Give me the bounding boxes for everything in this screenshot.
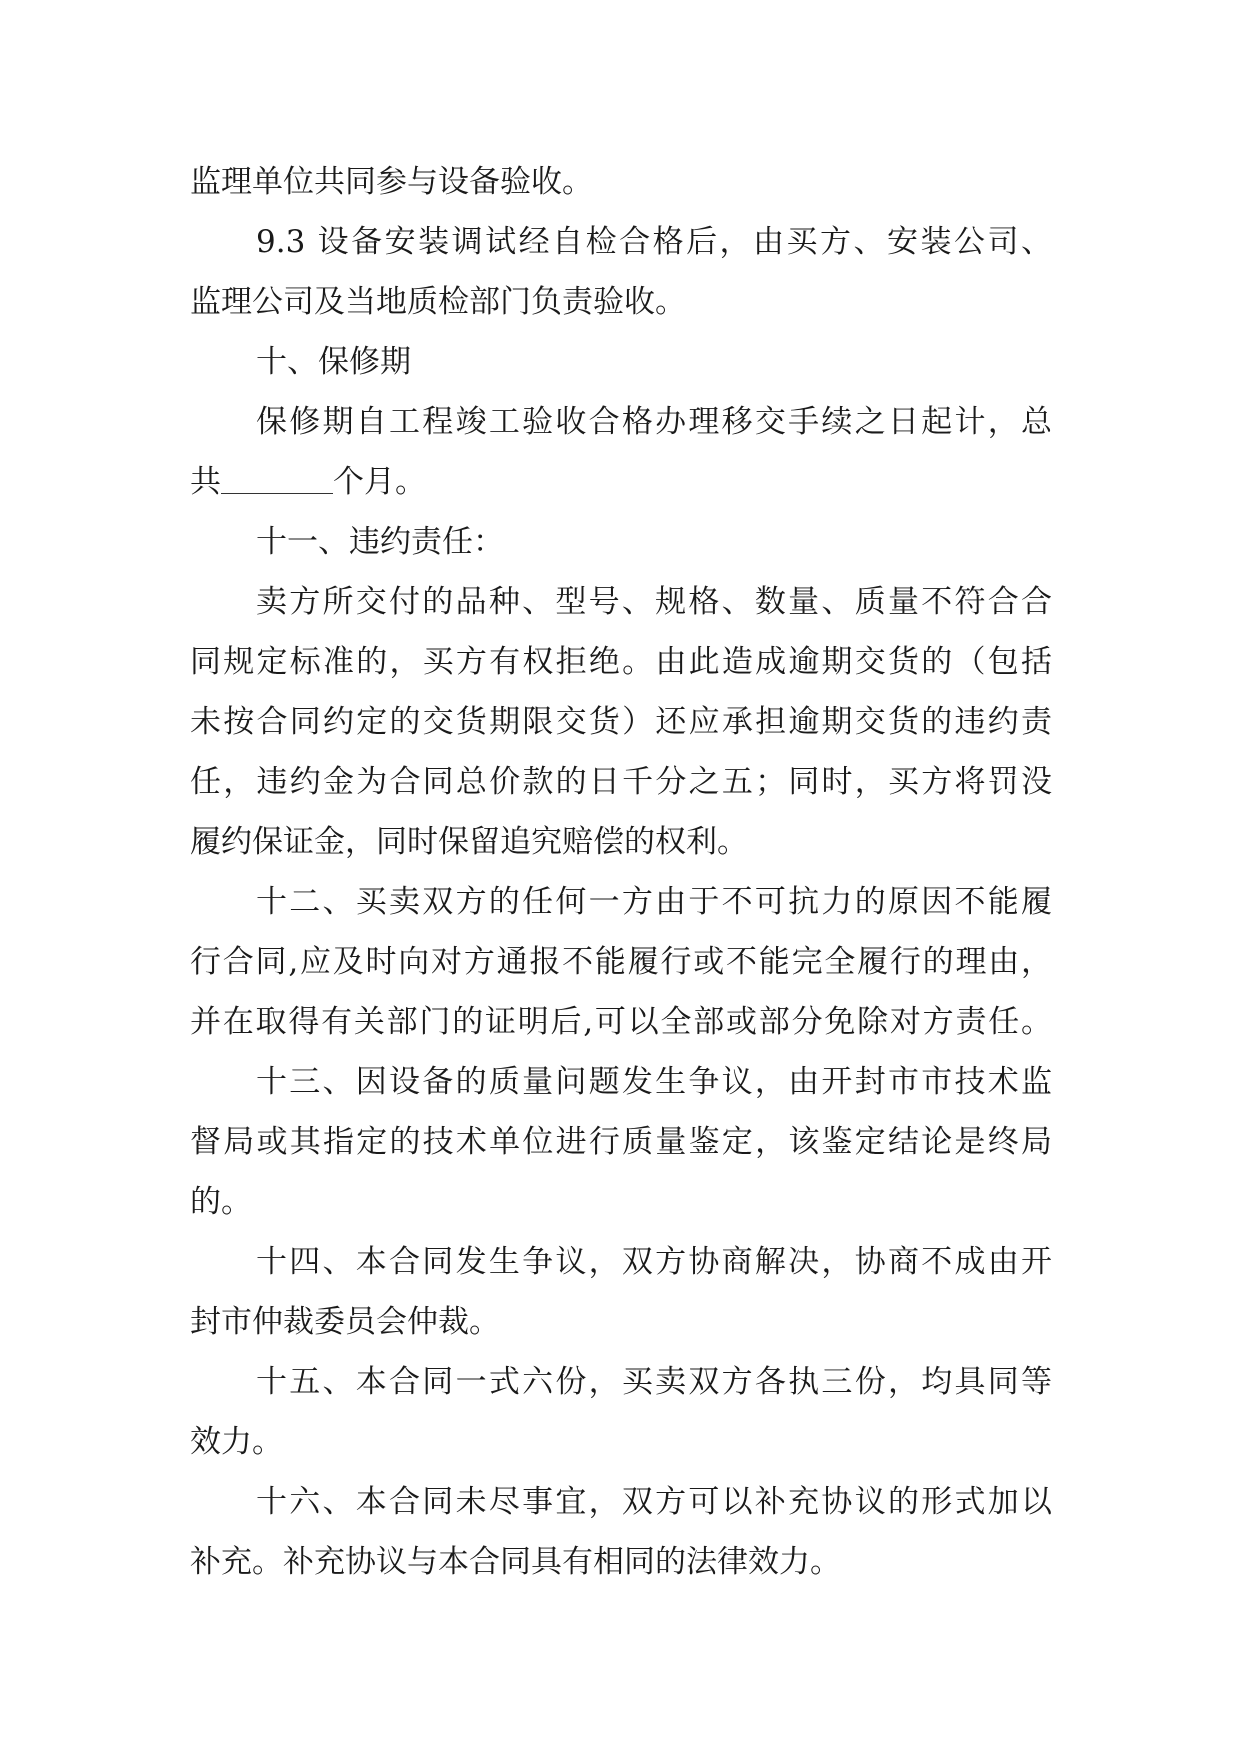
text-line: 监理单位共同参与设备验收。 — [190, 164, 593, 200]
text-line: 同规定标准的，买方有权拒绝。由此造成逾期交货的（包括 — [190, 644, 1052, 680]
text-line: 监理公司及当地质检部门负责验收。 — [190, 284, 686, 320]
text-line: 补充。补充协议与本合同具有相同的法律效力。 — [190, 1544, 841, 1580]
text-line: 效力。 — [190, 1424, 283, 1460]
text-line: 9.3 设备安装调试经自检合格后，由买方、安装公司、 — [256, 224, 1052, 260]
section-heading-breach: 十一、违约责任： — [256, 524, 504, 560]
text-line: 未按合同约定的交货期限交货）还应承担逾期交货的违约责 — [190, 704, 1052, 740]
text-line-with-blank — [190, 452, 1052, 512]
text-fragment: 共 — [190, 464, 221, 500]
text-line: 十四、本合同发生争议，双方协商解决，协商不成由开 — [256, 1244, 1052, 1280]
text-line: 督局或其指定的技术单位进行质量鉴定，该鉴定结论是终局 — [190, 1124, 1052, 1160]
text-line: 并在取得有关部门的证明后,可以全部或部分免除对方责任。 — [190, 1004, 1052, 1040]
text-line: 保修期自工程竣工验收合格办理移交手续之日起计，总 — [256, 404, 1052, 440]
section-heading-warranty: 十、保修期 — [256, 344, 411, 380]
text-line: 行合同,应及时向对方通报不能履行或不能完全履行的理由， — [190, 944, 1052, 980]
text-line: 卖方所交付的品种、型号、规格、数量、质量不符合合 — [256, 584, 1052, 620]
text-line: 十六、本合同未尽事宜，双方可以补充协议的形式加以 — [256, 1484, 1052, 1520]
text-line: 十五、本合同一式六份，买卖双方各执三份，均具同等 — [256, 1364, 1052, 1400]
text-line: 的。 — [190, 1184, 252, 1220]
text-line: 履约保证金，同时保留追究赔偿的权利。 — [190, 824, 748, 860]
text-line: 封市仲裁委员会仲裁。 — [190, 1304, 500, 1340]
text-line: 十二、买卖双方的任何一方由于不可抗力的原因不能履 — [256, 884, 1052, 920]
document-page — [190, 152, 1052, 1592]
fill-in-blank[interactable] — [221, 467, 333, 494]
text-line: 十三、因设备的质量问题发生争议，由开封市市技术监 — [256, 1064, 1052, 1100]
text-fragment: 个月。 — [333, 464, 426, 500]
text-line: 任，违约金为合同总价款的日千分之五；同时，买方将罚没 — [190, 764, 1052, 800]
